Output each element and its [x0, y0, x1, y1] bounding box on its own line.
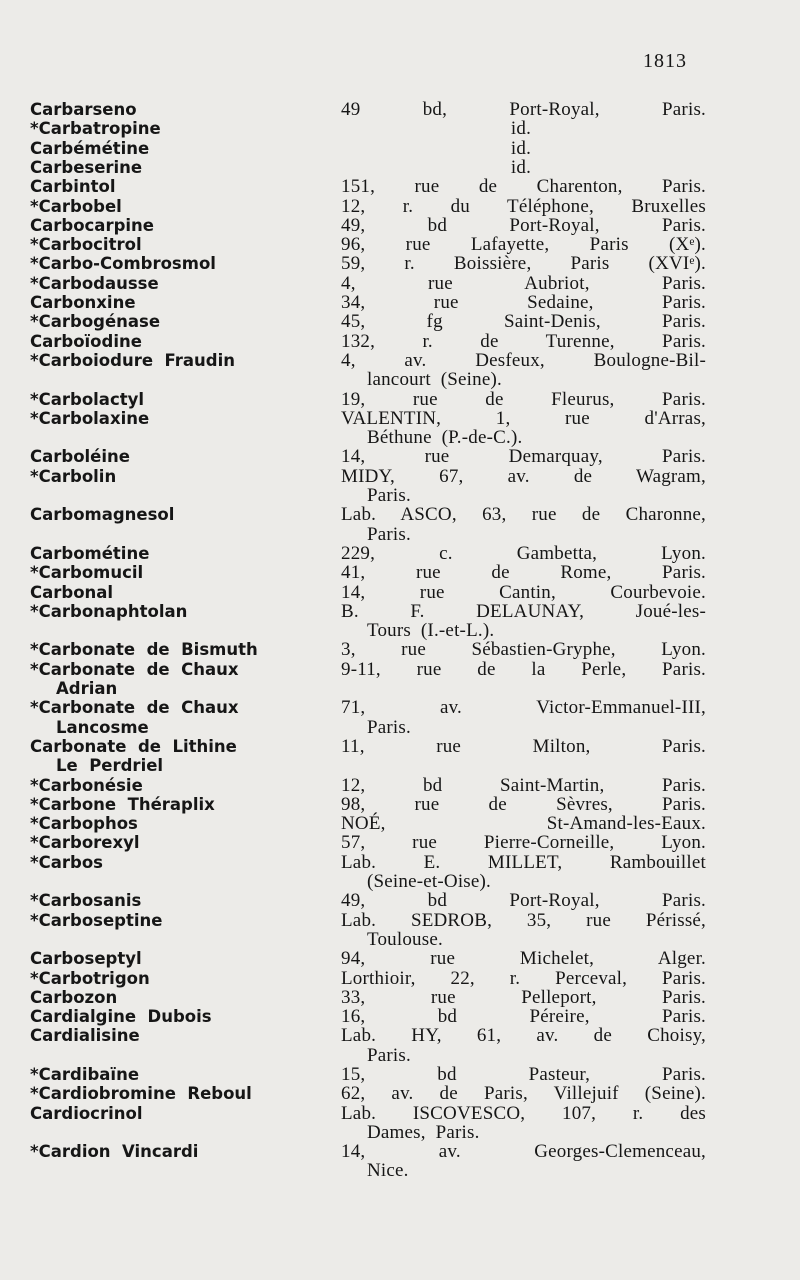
product-address-line: Tours (I.-et-L.).	[367, 620, 495, 642]
product-name-line: *Carbogénase	[30, 312, 161, 332]
product-address-line: Lab. E. MILLET, Rambouillet	[341, 851, 706, 873]
product-name-line: *Carbodausse	[30, 273, 159, 293]
product-address-line: 14, rue Cantin, Courbevoie.	[341, 581, 706, 603]
product-name	[30, 139, 330, 158]
product-address-line: 19, rue de Fleurus, Paris.	[341, 388, 706, 410]
product-name-line: *Carbone Théraplix	[30, 794, 215, 814]
product-name-line: *Carbosanis	[30, 891, 142, 911]
product-address-line: 34, rue Sedaine, Paris.	[341, 292, 706, 313]
product-name	[30, 814, 330, 833]
product-address-line: Paris.	[367, 1044, 411, 1066]
product-name-line: *Carbophos	[30, 814, 138, 834]
product-name-line: *Carboseptine	[30, 910, 163, 930]
product-address-line: 132, r. de Turenne, Paris.	[341, 330, 706, 352]
product-name-line: Carboléine	[30, 447, 130, 467]
product-address-line: 33, rue Pelleport, Paris.	[341, 986, 706, 1008]
product-name	[30, 312, 330, 331]
product-address	[341, 467, 706, 506]
product-name	[30, 891, 330, 910]
product-address-line: 14, av. Georges-Clemenceau,	[341, 1141, 706, 1163]
product-address-line: 62, av. de Paris, Villejuif (Seine).	[341, 1083, 706, 1105]
product-address	[341, 776, 706, 795]
product-name	[30, 505, 330, 524]
product-name	[30, 409, 330, 428]
product-address-line: lancourt (Seine).	[367, 369, 502, 391]
product-address	[341, 737, 706, 756]
product-address-line: 96, rue Lafayette, Paris (Xᵉ).	[341, 234, 706, 256]
product-address	[341, 814, 706, 833]
product-address	[341, 949, 706, 968]
product-address-line: 98, rue de Sèvres, Paris.	[341, 793, 706, 815]
product-address	[341, 351, 706, 390]
product-name	[30, 1026, 330, 1045]
product-address-line: NOÉ, St-Amand-les-Eaux.	[341, 813, 706, 835]
product-address	[341, 1007, 706, 1026]
product-address	[341, 235, 706, 254]
product-name-line: *Carbonate de Chaux	[30, 698, 239, 718]
product-address	[341, 254, 706, 273]
product-address-line: Paris.	[367, 523, 411, 545]
product-address-line: 229, c. Gambetta, Lyon.	[341, 542, 706, 564]
product-address	[341, 853, 706, 892]
product-address-line: 3, rue Sébastien-Gryphe, Lyon.	[341, 639, 706, 661]
product-address	[341, 833, 706, 852]
product-name	[30, 158, 330, 177]
product-name	[30, 1065, 330, 1084]
product-address	[341, 216, 706, 235]
product-name-line: *Carbolactyl	[30, 389, 145, 409]
product-name-line: Carbométine	[30, 543, 150, 563]
product-address	[341, 100, 706, 119]
product-name-line: *Carbonate de Bismuth	[30, 640, 258, 660]
product-name-line: *Carboiodure Fraudin	[30, 350, 235, 370]
product-address-line: 49 bd, Port-Royal, Paris.	[341, 99, 706, 120]
product-name-line: Carbonate de Lithine	[30, 736, 237, 756]
product-address-line: 9-11, rue de la Perle, Paris.	[341, 658, 706, 680]
product-address-line: (Seine-et-Oise).	[367, 870, 492, 892]
product-address	[341, 583, 706, 602]
product-address-line: Dames, Paris.	[367, 1121, 480, 1143]
product-address-line: 4, av. Desfeux, Boulogne-Bil-	[341, 349, 706, 371]
product-address-line: 4, rue Aubriot, Paris.	[341, 272, 706, 294]
product-name	[30, 274, 330, 293]
product-name-line: Carbonxine	[30, 293, 136, 312]
product-address	[341, 409, 706, 448]
product-address	[341, 1065, 706, 1084]
product-name	[30, 660, 330, 699]
product-name	[30, 949, 330, 968]
product-address	[341, 139, 701, 158]
product-name-line: Carbocarpine	[30, 215, 154, 235]
product-name-line: *Carbotrigon	[30, 968, 150, 988]
product-address	[341, 660, 706, 679]
product-address-line: VALENTIN, 1, rue d'Arras,	[341, 407, 706, 429]
product-name-line: *Carborexyl	[30, 833, 140, 853]
product-name-line: Carbeserine	[30, 157, 143, 177]
product-address-line: Paris.	[367, 716, 411, 738]
product-name	[30, 1104, 330, 1123]
product-address-line: 71, av. Victor-Emmanuel-III,	[341, 697, 706, 719]
product-address	[341, 390, 706, 409]
product-name	[30, 602, 330, 621]
product-name-line: *Carbobel	[30, 196, 122, 216]
product-address	[341, 197, 706, 216]
product-address-line: Paris.	[367, 484, 411, 506]
product-name-line: *Carbos	[30, 852, 103, 872]
product-name-line: *Carbolaxine	[30, 408, 150, 428]
product-address	[341, 505, 706, 544]
product-name	[30, 583, 330, 602]
product-name	[30, 390, 330, 409]
product-name-line: *Cardion Vincardi	[30, 1142, 199, 1162]
product-name-line: Lancosme	[56, 717, 149, 737]
product-name-line: Carbomagnesol	[30, 505, 175, 525]
product-name	[30, 1007, 330, 1026]
product-address-line: id.	[510, 156, 532, 178]
product-name	[30, 969, 330, 988]
product-address-line: 15, bd Pasteur, Paris.	[341, 1064, 706, 1085]
product-name-line: *Carbonésie	[30, 775, 143, 795]
product-name	[30, 254, 330, 273]
product-name	[30, 563, 330, 582]
product-address-line: 59, r. Boissière, Paris (XVIᵉ).	[341, 253, 706, 275]
product-address	[341, 177, 706, 196]
product-name	[30, 351, 330, 370]
product-name-line: *Carbocitrol	[30, 235, 142, 255]
product-name	[30, 332, 330, 351]
product-address-line: Nice.	[367, 1160, 409, 1182]
product-address	[341, 119, 701, 138]
product-address-line: 16, bd Péreire, Paris.	[341, 1006, 706, 1028]
product-address-line: 14, rue Demarquay, Paris.	[341, 446, 706, 468]
product-name-line: Carbonal	[30, 582, 114, 602]
product-name-line: *Cardibaïne	[30, 1065, 140, 1084]
product-name-line: *Cardiobromine Reboul	[30, 1084, 252, 1104]
product-name	[30, 833, 330, 852]
product-address	[341, 544, 706, 563]
product-address-line: Lab. ISCOVESCO, 107, r. des	[341, 1102, 706, 1124]
product-address	[341, 602, 706, 641]
product-address	[341, 640, 706, 659]
product-name-line: Le Perdriel	[56, 756, 164, 776]
product-name-line: *Carbatropine	[30, 119, 161, 139]
product-address-line: 41, rue de Rome, Paris.	[341, 562, 706, 584]
product-name	[30, 698, 330, 737]
product-name-line: Carbozon	[30, 987, 118, 1007]
product-name-line: *Carbolin	[30, 466, 117, 486]
product-name-line: Carboseptyl	[30, 949, 142, 969]
product-address	[341, 1084, 706, 1103]
page-number: 1813	[643, 50, 687, 72]
product-address-line: 49, bd Port-Royal, Paris.	[341, 890, 706, 912]
product-address	[341, 332, 706, 351]
product-address-line: 94, rue Michelet, Alger.	[341, 948, 706, 970]
product-name	[30, 100, 330, 119]
product-address	[341, 447, 706, 466]
product-name-line: Carbarseno	[30, 100, 137, 119]
product-name	[30, 988, 330, 1007]
product-address-line: Lorthioir, 22, r. Perceval, Paris.	[341, 967, 706, 989]
product-address-line: id.	[510, 118, 532, 140]
product-name	[30, 1142, 330, 1161]
product-address-line: 11, rue Milton, Paris.	[341, 735, 706, 757]
product-name-line: Cardialgine Dubois	[30, 1007, 212, 1027]
product-name	[30, 640, 330, 659]
product-name-line: Carbintol	[30, 177, 116, 197]
product-address	[341, 969, 706, 988]
product-name	[30, 216, 330, 235]
product-address	[341, 795, 706, 814]
product-name	[30, 293, 330, 312]
product-name	[30, 1084, 330, 1103]
product-name-line: Cardiocrinol	[30, 1103, 143, 1123]
product-name-line: Carboïodine	[30, 331, 142, 351]
product-address-line: Béthune (P.-de-C.).	[367, 427, 523, 449]
product-name	[30, 853, 330, 872]
product-address	[341, 274, 706, 293]
product-address-line: 151, rue de Charenton, Paris.	[341, 176, 706, 198]
product-name-line: Cardialisine	[30, 1026, 140, 1046]
product-name-line: *Carbonaphtolan	[30, 601, 188, 621]
product-name	[30, 197, 330, 216]
product-address	[341, 891, 706, 910]
product-name	[30, 911, 330, 930]
product-address-line: 12, r. du Téléphone, Bruxelles	[341, 195, 706, 217]
product-address-line: 57, rue Pierre-Corneille, Lyon.	[341, 832, 706, 854]
product-address	[341, 563, 706, 582]
product-address-line: Lab. HY, 61, av. de Choisy,	[341, 1025, 706, 1047]
product-address	[341, 988, 706, 1007]
product-name	[30, 737, 330, 776]
product-address	[341, 1026, 706, 1065]
product-name	[30, 776, 330, 795]
product-address	[341, 312, 706, 331]
product-address	[341, 911, 706, 950]
product-address	[341, 1104, 706, 1143]
product-address	[341, 158, 701, 177]
product-address-line: id.	[510, 137, 532, 159]
product-name-line: *Carbo-Combrosmol	[30, 254, 216, 274]
product-address	[341, 1142, 706, 1181]
product-address-line: MIDY, 67, av. de Wagram,	[341, 465, 706, 487]
product-address-line: 45, fg Saint-Denis, Paris.	[341, 311, 706, 333]
product-address-line: 49, bd Port-Royal, Paris.	[341, 214, 706, 236]
product-address	[341, 293, 706, 312]
product-name-line: *Carbonate de Chaux	[30, 659, 239, 679]
product-name	[30, 795, 330, 814]
product-address	[341, 698, 706, 737]
product-address-line: Lab. SEDROB, 35, rue Périssé,	[341, 909, 706, 931]
product-name	[30, 119, 330, 138]
product-name-line: Carbémétine	[30, 138, 150, 158]
product-address-line: B. F. DELAUNAY, Joué-les-	[341, 600, 706, 622]
product-name	[30, 447, 330, 466]
product-name	[30, 235, 330, 254]
product-name-line: Adrian	[56, 678, 118, 698]
product-name-line: *Carbomucil	[30, 563, 144, 583]
product-name	[30, 177, 330, 196]
product-address-line: 12, bd Saint-Martin, Paris.	[341, 774, 706, 796]
product-name	[30, 467, 330, 486]
product-address-line: Lab. ASCO, 63, rue de Charonne,	[341, 504, 706, 526]
product-address-line: Toulouse.	[367, 928, 443, 950]
product-name	[30, 544, 330, 563]
